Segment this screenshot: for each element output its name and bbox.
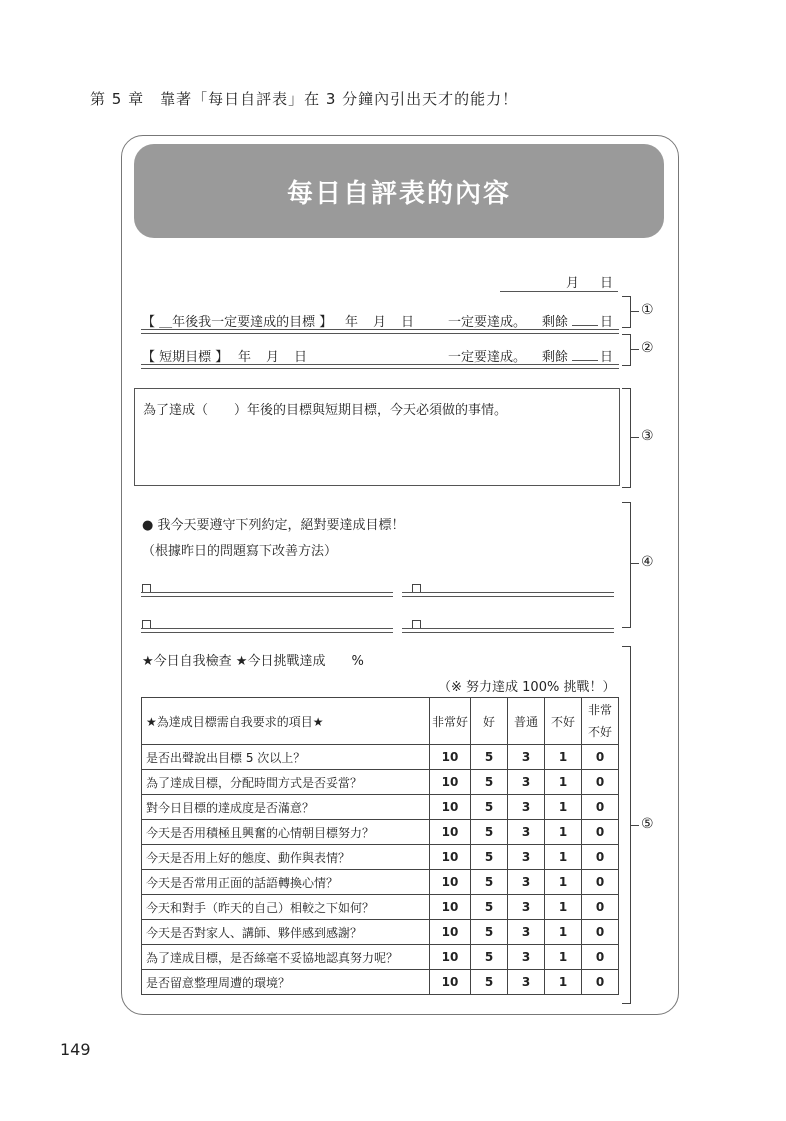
table-row bbox=[142, 895, 619, 920]
question-cell: 是否出聲說出目標 5 次以上？ bbox=[142, 745, 430, 770]
table-header-average: 普通 bbox=[508, 698, 545, 745]
table-header-very-bad: 非常不好 bbox=[582, 698, 619, 745]
goal-long-term-year: 年 bbox=[345, 315, 359, 330]
score-cell[interactable]: 0 bbox=[582, 895, 619, 920]
goal-long-term-month: 月 bbox=[373, 315, 387, 330]
question-cell: 是否留意整理周遭的環境？ bbox=[142, 970, 430, 995]
goal-short-term-remaining-blank bbox=[572, 360, 598, 361]
table-row bbox=[142, 795, 619, 820]
todo-prompt: 為了達成（ ）年後的目標與短期目標，今天必須做的事情。 bbox=[143, 403, 508, 418]
question-cell: 為了達成目標，是否絲毫不妥協地認真努力呢？ bbox=[142, 945, 430, 970]
goal-short-term-year: 年 bbox=[238, 350, 252, 365]
table-row bbox=[142, 845, 619, 870]
score-cell[interactable]: 0 bbox=[582, 945, 619, 970]
score-cell[interactable]: 0 bbox=[582, 870, 619, 895]
marker-2: ② bbox=[641, 340, 654, 356]
goal-short-term-day: 日 bbox=[294, 350, 308, 365]
score-cell[interactable]: 1 bbox=[545, 945, 582, 970]
score-cell[interactable]: 1 bbox=[545, 745, 582, 770]
table-header-bad: 不好 bbox=[545, 698, 582, 745]
score-cell[interactable]: 3 bbox=[508, 820, 545, 845]
score-cell[interactable]: 5 bbox=[471, 845, 508, 870]
date-month-label: 月 bbox=[566, 276, 580, 291]
table-row bbox=[142, 970, 619, 995]
score-cell[interactable]: 0 bbox=[582, 745, 619, 770]
goal-long-term-remaining: 剩餘 bbox=[542, 315, 569, 330]
score-cell[interactable]: 1 bbox=[545, 795, 582, 820]
promise-title: ● 我今天要遵守下列約定，絕對要達成目標！ bbox=[142, 518, 405, 533]
score-cell[interactable]: 3 bbox=[508, 770, 545, 795]
goal-short-term-underline bbox=[141, 364, 619, 369]
question-cell: 今天和對手（昨天的自己）相較之下如何？ bbox=[142, 895, 430, 920]
score-cell[interactable]: 3 bbox=[508, 895, 545, 920]
promise-subtitle: （根據昨日的問題寫下改善方法） bbox=[142, 544, 338, 559]
promise-line-2 bbox=[402, 592, 614, 597]
score-cell[interactable]: 5 bbox=[471, 770, 508, 795]
score-cell[interactable]: 3 bbox=[508, 920, 545, 945]
question-cell: 對今日目標的達成度是否滿意？ bbox=[142, 795, 430, 820]
score-cell[interactable]: 10 bbox=[430, 770, 471, 795]
score-cell[interactable]: 10 bbox=[430, 745, 471, 770]
score-cell[interactable]: 3 bbox=[508, 845, 545, 870]
score-cell[interactable]: 10 bbox=[430, 820, 471, 845]
score-cell[interactable]: 5 bbox=[471, 795, 508, 820]
score-cell[interactable]: 0 bbox=[582, 820, 619, 845]
score-cell[interactable]: 3 bbox=[508, 870, 545, 895]
bracket-4 bbox=[622, 502, 631, 628]
score-cell[interactable]: 1 bbox=[545, 920, 582, 945]
bracket-1 bbox=[622, 296, 631, 328]
score-cell[interactable]: 0 bbox=[582, 795, 619, 820]
form-title: 每日自評表的內容 bbox=[134, 144, 664, 238]
goal-short-term-remaining: 剩餘 bbox=[542, 350, 569, 365]
score-cell[interactable]: 1 bbox=[545, 895, 582, 920]
marker-3: ③ bbox=[641, 428, 654, 444]
table-row bbox=[142, 945, 619, 970]
goal-short-term-label: 【 短期目標 】 bbox=[142, 350, 229, 365]
bracket-5-tick bbox=[631, 825, 639, 826]
question-cell: 為了達成目標，分配時間方式是否妥當？ bbox=[142, 770, 430, 795]
date-day-label: 日 bbox=[600, 276, 614, 291]
score-cell[interactable]: 0 bbox=[582, 920, 619, 945]
score-cell[interactable]: 10 bbox=[430, 870, 471, 895]
score-cell[interactable]: 1 bbox=[545, 970, 582, 995]
question-cell: 今天是否對家人、講師、夥伴感到感謝？ bbox=[142, 920, 430, 945]
score-cell[interactable]: 3 bbox=[508, 795, 545, 820]
promise-line-4 bbox=[402, 628, 614, 633]
score-cell[interactable]: 5 bbox=[471, 970, 508, 995]
bracket-4-tick bbox=[631, 563, 639, 564]
question-cell: 今天是否用積極且興奮的心情朝目標努力？ bbox=[142, 820, 430, 845]
score-cell[interactable]: 3 bbox=[508, 745, 545, 770]
score-cell[interactable]: 1 bbox=[545, 870, 582, 895]
page-number: 149 bbox=[60, 1040, 91, 1059]
chapter-header: 第 5 章 靠著「每日自評表」在 3 分鐘內引出天才的能力！ bbox=[90, 90, 519, 108]
effort-note: （※ 努力達成 100% 挑戰！） bbox=[438, 680, 616, 695]
table-row bbox=[142, 770, 619, 795]
bracket-1-tick bbox=[631, 311, 639, 312]
bracket-5 bbox=[622, 646, 631, 1004]
promise-line-3 bbox=[141, 628, 393, 633]
table-header-good: 好 bbox=[471, 698, 508, 745]
marker-4: ④ bbox=[641, 554, 654, 570]
score-cell[interactable]: 0 bbox=[582, 770, 619, 795]
table-header-very-good: 非常好 bbox=[430, 698, 471, 745]
score-cell[interactable]: 5 bbox=[471, 920, 508, 945]
bracket-3-tick bbox=[631, 437, 639, 438]
goal-short-term-remaining-day: 日 bbox=[600, 350, 614, 365]
score-cell[interactable]: 0 bbox=[582, 970, 619, 995]
bracket-2-tick bbox=[631, 349, 639, 350]
score-cell[interactable]: 3 bbox=[508, 970, 545, 995]
table-header-item: ★為達成目標需自我要求的項目★ bbox=[142, 698, 430, 745]
score-cell[interactable]: 5 bbox=[471, 895, 508, 920]
score-cell[interactable]: 0 bbox=[582, 845, 619, 870]
score-cell[interactable]: 5 bbox=[471, 820, 508, 845]
score-cell[interactable]: 5 bbox=[471, 870, 508, 895]
score-cell[interactable]: 10 bbox=[430, 895, 471, 920]
self-check-table bbox=[141, 697, 619, 995]
goal-long-term-remaining-day: 日 bbox=[600, 315, 614, 330]
table-row bbox=[142, 820, 619, 845]
marker-1: ① bbox=[641, 302, 654, 318]
score-cell[interactable]: 10 bbox=[430, 970, 471, 995]
marker-5: ⑤ bbox=[641, 816, 654, 832]
promise-line-1 bbox=[141, 592, 393, 597]
todo-box[interactable] bbox=[134, 388, 620, 486]
date-underline bbox=[500, 291, 618, 292]
score-cell[interactable]: 5 bbox=[471, 945, 508, 970]
goal-long-term-remaining-blank bbox=[572, 325, 598, 326]
goal-long-term-day: 日 bbox=[401, 315, 415, 330]
table-row bbox=[142, 870, 619, 895]
score-cell[interactable]: 10 bbox=[430, 795, 471, 820]
question-cell: 今天是否常用正面的話語轉換心情？ bbox=[142, 870, 430, 895]
table-row bbox=[142, 920, 619, 945]
self-check-title: ★今日自我檢查 ★今日挑戰達成 % bbox=[142, 654, 364, 669]
score-cell[interactable]: 3 bbox=[508, 945, 545, 970]
goal-long-term-label: 【 ＿年後我一定要達成的目標 】 bbox=[142, 315, 333, 330]
goal-long-term-must: 一定要達成。 bbox=[448, 315, 527, 330]
score-cell[interactable]: 1 bbox=[545, 845, 582, 870]
goal-long-term-underline bbox=[141, 329, 619, 334]
score-cell[interactable]: 10 bbox=[430, 845, 471, 870]
goal-short-term-must: 一定要達成。 bbox=[448, 350, 527, 365]
score-cell[interactable]: 10 bbox=[430, 920, 471, 945]
table-row bbox=[142, 745, 619, 770]
goal-short-term-month: 月 bbox=[266, 350, 280, 365]
bracket-2 bbox=[622, 334, 631, 366]
table-header-row bbox=[142, 698, 619, 745]
bracket-3 bbox=[622, 388, 631, 488]
question-cell: 今天是否用上好的態度、動作與表情？ bbox=[142, 845, 430, 870]
score-cell[interactable]: 1 bbox=[545, 770, 582, 795]
score-cell[interactable]: 10 bbox=[430, 945, 471, 970]
score-cell[interactable]: 1 bbox=[545, 820, 582, 845]
score-cell[interactable]: 5 bbox=[471, 745, 508, 770]
